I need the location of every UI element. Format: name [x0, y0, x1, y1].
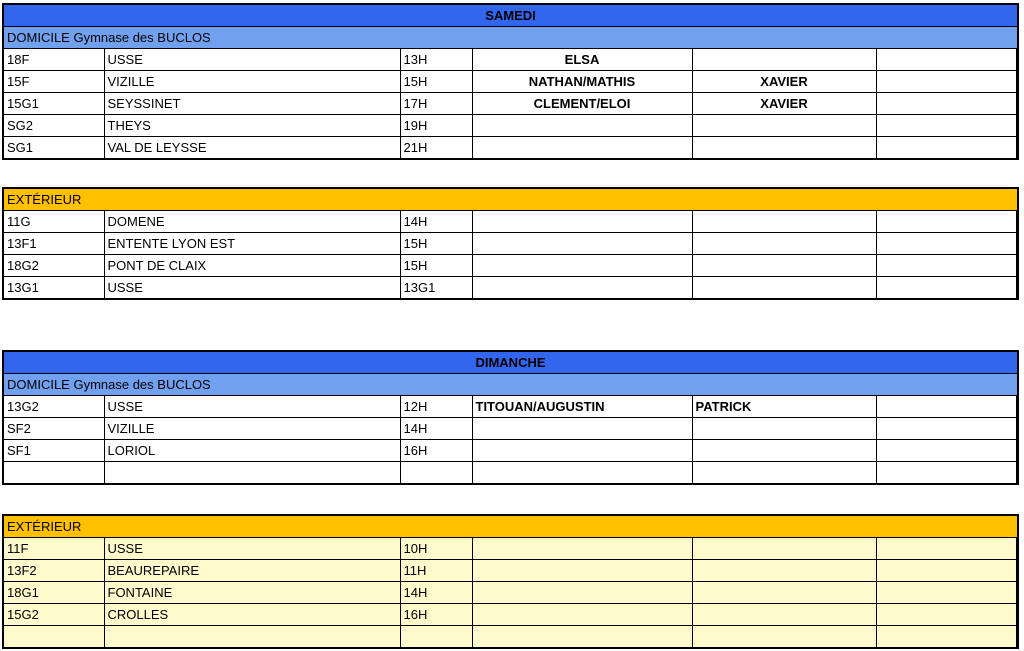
team-cell: SF2: [3, 418, 104, 440]
time-cell: [400, 626, 472, 649]
empty-cell: [1016, 49, 1018, 71]
opponent-cell: BEAUREPAIRE: [104, 560, 400, 582]
table-official-cell: XAVIER: [692, 71, 876, 93]
extra-cell: [876, 277, 1016, 300]
samedi-title: SAMEDI: [3, 4, 1018, 27]
time-cell: 13G1: [400, 277, 472, 300]
extra-cell: [876, 626, 1016, 649]
time-cell: 15H: [400, 71, 472, 93]
dimanche-domicile-table: [2, 350, 1019, 485]
time-cell: 14H: [400, 582, 472, 604]
table-official-cell: [692, 560, 876, 582]
dimanche-exterieur-body: [3, 538, 1018, 649]
table-official-cell: XAVIER: [692, 93, 876, 115]
empty-cell: [1016, 582, 1018, 604]
extra-cell: [876, 538, 1016, 560]
table-row: [3, 626, 1018, 649]
table-row: [3, 233, 1018, 255]
table-row: [3, 211, 1018, 233]
dimanche-exterieur-table: [2, 514, 1019, 649]
opponent-cell: PONT DE CLAIX: [104, 255, 400, 277]
extra-cell: [876, 396, 1016, 418]
opponent-cell: FONTAINE: [104, 582, 400, 604]
dimanche-domicile-label: DOMICILE Gymnase des BUCLOS: [3, 374, 1018, 396]
referee-cell: [472, 418, 692, 440]
opponent-cell: USSE: [104, 396, 400, 418]
team-cell: 13F1: [3, 233, 104, 255]
samedi-domicile-table: [2, 3, 1019, 160]
table-official-cell: [692, 137, 876, 160]
table-row: [3, 396, 1018, 418]
extra-cell: [876, 49, 1016, 71]
time-cell: 21H: [400, 137, 472, 160]
table-official-cell: [692, 462, 876, 485]
empty-cell: [1016, 115, 1018, 137]
opponent-cell: USSE: [104, 277, 400, 300]
team-cell: 15G2: [3, 604, 104, 626]
time-cell: 11H: [400, 560, 472, 582]
time-cell: 13H: [400, 49, 472, 71]
extra-cell: [876, 462, 1016, 485]
table-official-cell: [692, 440, 876, 462]
table-row: [3, 49, 1018, 71]
extra-cell: [876, 115, 1016, 137]
referee-cell: [472, 626, 692, 649]
referee-cell: NATHAN/MATHIS: [472, 71, 692, 93]
team-cell: 13F2: [3, 560, 104, 582]
opponent-cell: DOMENE: [104, 211, 400, 233]
referee-cell: [472, 462, 692, 485]
table-official-cell: [692, 255, 876, 277]
empty-cell: [1016, 604, 1018, 626]
extra-cell: [876, 582, 1016, 604]
empty-cell: [1016, 93, 1018, 115]
table-official-cell: [692, 233, 876, 255]
opponent-cell: VAL DE LEYSSE: [104, 137, 400, 160]
empty-cell: [1016, 255, 1018, 277]
table-row: [3, 560, 1018, 582]
table-official-cell: [692, 538, 876, 560]
referee-cell: [472, 115, 692, 137]
table-official-cell: [692, 604, 876, 626]
opponent-cell: VIZILLE: [104, 71, 400, 93]
samedi-exterieur-table: [2, 187, 1019, 300]
extra-cell: [876, 418, 1016, 440]
referee-cell: [472, 233, 692, 255]
empty-cell: [1016, 277, 1018, 300]
team-cell: [3, 626, 104, 649]
opponent-cell: ENTENTE LYON EST: [104, 233, 400, 255]
table-official-cell: [692, 211, 876, 233]
table-official-cell: PATRICK: [692, 396, 876, 418]
empty-cell: [1016, 462, 1018, 485]
time-cell: 12H: [400, 396, 472, 418]
table-official-cell: [692, 49, 876, 71]
samedi-domicile-body: [3, 49, 1018, 160]
team-cell: SG2: [3, 115, 104, 137]
team-cell: 15F: [3, 71, 104, 93]
opponent-cell: [104, 462, 400, 485]
table-row: [3, 418, 1018, 440]
referee-cell: [472, 560, 692, 582]
time-cell: 17H: [400, 93, 472, 115]
referee-cell: [472, 538, 692, 560]
empty-cell: [1016, 560, 1018, 582]
table-row: [3, 71, 1018, 93]
samedi-exterieur-body: [3, 211, 1018, 300]
opponent-cell: [104, 626, 400, 649]
table-official-cell: [692, 277, 876, 300]
referee-cell: TITOUAN/AUGUSTIN: [472, 396, 692, 418]
team-cell: 18G1: [3, 582, 104, 604]
team-cell: 13G1: [3, 277, 104, 300]
team-cell: 18G2: [3, 255, 104, 277]
team-cell: 13G2: [3, 396, 104, 418]
referee-cell: [472, 440, 692, 462]
table-row: [3, 255, 1018, 277]
empty-cell: [1016, 137, 1018, 160]
empty-cell: [1016, 233, 1018, 255]
extra-cell: [876, 211, 1016, 233]
referee-cell: [472, 255, 692, 277]
opponent-cell: THEYS: [104, 115, 400, 137]
table-row: [3, 538, 1018, 560]
dimanche-domicile-body: [3, 396, 1018, 485]
team-cell: 11G: [3, 211, 104, 233]
opponent-cell: VIZILLE: [104, 418, 400, 440]
team-cell: 15G1: [3, 93, 104, 115]
opponent-cell: LORIOL: [104, 440, 400, 462]
time-cell: 19H: [400, 115, 472, 137]
opponent-cell: SEYSSINET: [104, 93, 400, 115]
extra-cell: [876, 137, 1016, 160]
dimanche-exterieur-label: EXTÉRIEUR: [3, 515, 1018, 538]
referee-cell: [472, 211, 692, 233]
samedi-exterieur-label: EXTÉRIEUR: [3, 188, 1018, 211]
samedi-domicile-label: DOMICILE Gymnase des BUCLOS: [3, 27, 1018, 49]
time-cell: 14H: [400, 211, 472, 233]
team-cell: SG1: [3, 137, 104, 160]
table-row: [3, 115, 1018, 137]
extra-cell: [876, 255, 1016, 277]
table-row: [3, 604, 1018, 626]
table-row: [3, 137, 1018, 160]
team-cell: [3, 462, 104, 485]
team-cell: 18F: [3, 49, 104, 71]
time-cell: 15H: [400, 233, 472, 255]
time-cell: 10H: [400, 538, 472, 560]
referee-cell: [472, 277, 692, 300]
referee-cell: CLEMENT/ELOI: [472, 93, 692, 115]
empty-cell: [1016, 211, 1018, 233]
referee-cell: [472, 604, 692, 626]
time-cell: 16H: [400, 440, 472, 462]
referee-cell: ELSA: [472, 49, 692, 71]
extra-cell: [876, 604, 1016, 626]
empty-cell: [1016, 71, 1018, 93]
opponent-cell: USSE: [104, 49, 400, 71]
table-official-cell: [692, 115, 876, 137]
referee-cell: [472, 582, 692, 604]
table-row: [3, 277, 1018, 300]
time-cell: 14H: [400, 418, 472, 440]
extra-cell: [876, 71, 1016, 93]
extra-cell: [876, 440, 1016, 462]
time-cell: 15H: [400, 255, 472, 277]
table-row: [3, 93, 1018, 115]
table-row: [3, 440, 1018, 462]
table-row: [3, 582, 1018, 604]
table-official-cell: [692, 582, 876, 604]
time-cell: 16H: [400, 604, 472, 626]
empty-cell: [1016, 626, 1018, 649]
referee-cell: [472, 137, 692, 160]
empty-cell: [1016, 396, 1018, 418]
team-cell: 11F: [3, 538, 104, 560]
table-official-cell: [692, 626, 876, 649]
dimanche-title: DIMANCHE: [3, 351, 1018, 374]
extra-cell: [876, 560, 1016, 582]
empty-cell: [1016, 538, 1018, 560]
time-cell: [400, 462, 472, 485]
extra-cell: [876, 93, 1016, 115]
team-cell: SF1: [3, 440, 104, 462]
empty-cell: [1016, 440, 1018, 462]
extra-cell: [876, 233, 1016, 255]
table-row: [3, 462, 1018, 485]
empty-cell: [1016, 418, 1018, 440]
table-official-cell: [692, 418, 876, 440]
opponent-cell: USSE: [104, 538, 400, 560]
opponent-cell: CROLLES: [104, 604, 400, 626]
